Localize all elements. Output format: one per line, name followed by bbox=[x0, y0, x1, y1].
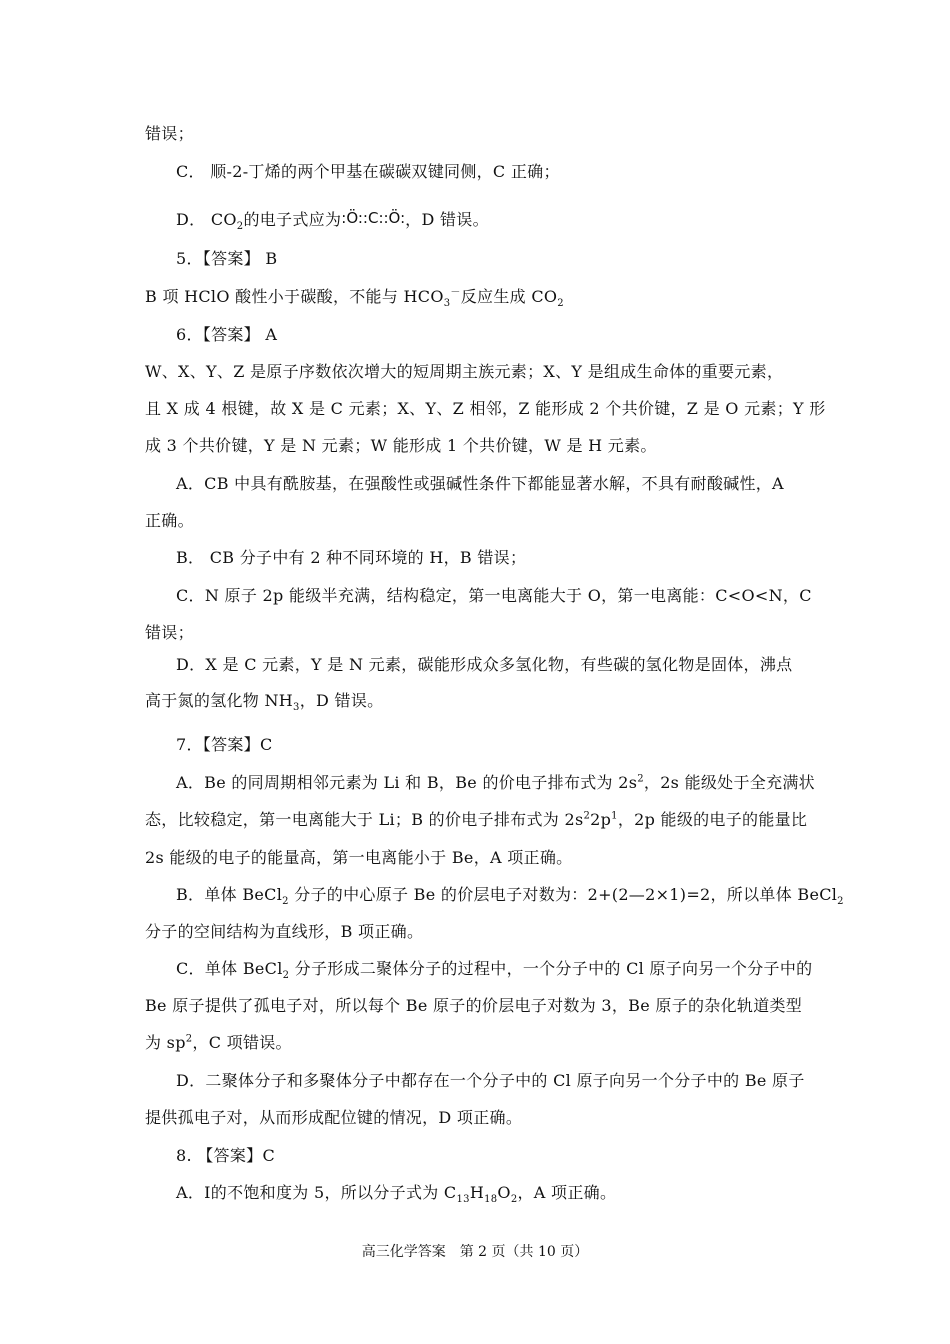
text-line: A．Be 的同周期相邻元素为 Li 和 B，Be 的价电子排布式为 $2s^2$，2s 能级处于全充满状 bbox=[176, 773, 815, 792]
text-line: 正确。 bbox=[145, 511, 194, 530]
text-line: B 项 HClO 酸性小于碳酸，不能与 $HCO_3^-$反应生成 $CO_2$ bbox=[145, 287, 564, 310]
text-line: C． 顺-2-丁烯的两个甲基在碳碳双键同侧，C 正确； bbox=[176, 162, 560, 181]
text-line: C．单体 BeCl$_2$ 分子形成二聚体分子的过程中，一个分子中的 Cl 原子向另一个分子中的 bbox=[176, 959, 813, 982]
text-line: B． CB 分子中有 2 种不同环境的 H，B 错误； bbox=[176, 548, 527, 567]
text-line: 2s 能级的电子的能量高，第一电离能小于 Be，A 项正确。 bbox=[145, 848, 573, 867]
text-line: A．I的不饱和度为 5，所以分子式为 $C_{13}H_{18}O_2$，A 项正确。 bbox=[176, 1183, 617, 1206]
text-line: C．N 原子 2p 能级半充满，结构稳定，第一电离能大于 O，第一电离能：C<O<N，C bbox=[176, 586, 812, 605]
text-line: 错误； bbox=[145, 623, 194, 642]
text-line: 高于氮的氢化物 $NH_3$，D 错误。 bbox=[145, 691, 384, 714]
text-line: 分子的空间结构为直线形，B 项正确。 bbox=[145, 922, 424, 941]
text-line: 且 X 成 4 根键，故 X 是 C 元素；X、Y、Z 相邻，Z 能形成 2 个共价键，Z 是 O 元素；Y 形 bbox=[145, 399, 826, 418]
text-line: Be 原子提供了孤电子对，所以每个 Be 原子的价层电子对数为 3，Be 原子的杂化轨道类型 bbox=[145, 996, 803, 1015]
co2-lewis-structure: :Ö::C::Ö: bbox=[341, 209, 406, 227]
text-line: A．CB 中具有酰胺基，在强酸性或强碱性条件下都能显著水解，不具有耐酸碱性，A bbox=[176, 474, 784, 493]
text-line: 态，比较稳定，第一电离能大于 Li；B 的价电子排布式为 $2s^22p^1$，2p 能级的电子的能量比 bbox=[145, 810, 808, 829]
text-line: W、X、Y、Z 是原子序数依次增大的短周期主族元素；X、Y 是组成生命体的重要元素， bbox=[145, 362, 784, 381]
page-footer: 高三化学答案 第 2 页（共 10 页） bbox=[361, 1244, 589, 1260]
answer-heading: 7．【答案】C bbox=[176, 735, 273, 754]
answer-heading: 5．【答案】 B bbox=[176, 249, 278, 268]
text-line: D．X 是 C 元素，Y 是 N 元素，碳能形成众多氢化物，有些碳的氢化物是固体，沸点 bbox=[176, 655, 793, 674]
text-line: 成 3 个共价键，Y 是 N 元素；W 能形成 1 个共价键，W 是 H 元素。 bbox=[145, 436, 657, 455]
text-line: 为 $sp^2$，C 项错误。 bbox=[145, 1033, 292, 1052]
answer-heading: 8. 【答案】C bbox=[176, 1146, 275, 1165]
answer-heading: 6．【答案】 A bbox=[176, 325, 278, 344]
text-line: D．二聚体分子和多聚体分子中都存在一个分子中的 Cl 原子向另一个分子中的 Be 原子 bbox=[176, 1071, 805, 1090]
text-line: D． $CO_2$的电子式应为:Ö::C::Ö:，D 错误。 bbox=[176, 209, 489, 233]
text-line: B．单体 BeCl$_2$ 分子的中心原子 Be 的价层电子对数为：2+(2—2×1)=2，所以单体 BeCl$_2$ bbox=[176, 885, 844, 908]
text-line: 错误； bbox=[145, 124, 194, 143]
text-line: 提供孤电子对，从而形成配位键的情况，D 项正确。 bbox=[145, 1108, 523, 1127]
